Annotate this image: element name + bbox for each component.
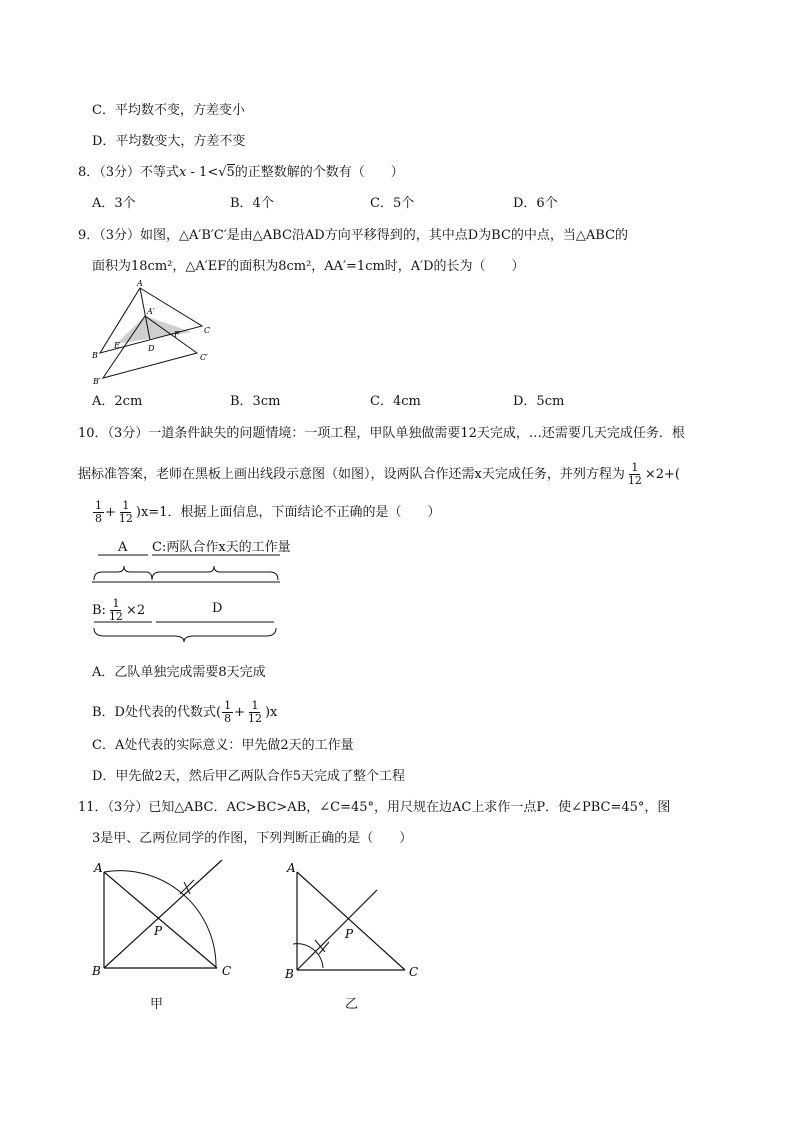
label-b: B [92,964,101,978]
label-b: B [92,351,98,360]
q8-sqrt-sign: √ [218,165,227,180]
q8-option-a: A．3个 [92,196,136,211]
shaded-triangle [116,316,192,344]
q9-option-a: A．2cm [92,394,143,409]
q10-option-a: A．乙队单独完成需要8天完成 [92,665,266,680]
q10-line2 [78,462,680,487]
q11-caption-jia: 甲 [150,997,164,1012]
q9-line1: 9．（3分）如图，△A′B′C′是由△ABC沿AD方向平移得到的，其中点D为BC的中点，当△ABC的 [78,228,629,243]
q10-option-b: B．D处代表的代数式( $\frac{1}{8}$ + $\frac{1}{12}$ )x [92,699,278,725]
q8-variable: x [179,165,187,180]
side-ac [104,872,217,968]
q10-optb-frac-1: $\frac{1}{8}$ [224,699,232,725]
q11-figure-yi [285,860,435,1010]
q8-radicand: 5 [226,165,235,180]
label-b-prime: B′ [93,377,101,386]
diagram-label-a: A [118,540,128,555]
bisector-line [104,860,222,968]
q9-option-b: B．3cm [230,394,281,409]
q8-option-b: B．4个 [230,196,274,211]
q11-line2: 3是甲、乙两位同学的作图，下列判断正确的是（ ） [92,831,413,846]
side-ac [297,872,405,970]
q8-option-c: C．5个 [370,196,415,211]
q10-fraction-1-12: $\frac{1}{12}$ [627,461,642,487]
arc-mark [315,940,329,954]
q10-fraction-1-12b: $\frac{1}{12}$ [118,499,133,525]
q8-suffix: 的正整数解的个数有（ ） [234,165,404,180]
q10-option-c: C．A处代表的实际意义：甲先做2天的工作量 [92,738,354,753]
q10-line2-text: 据标准答案，老师在黑板上画出线段示意图（如图），设两队合作还需x天完成任务，并列方程为 [78,467,625,482]
q8-stem [78,164,404,182]
label-c: C [222,964,232,978]
label-c: C [409,965,419,979]
q10-line1: 10．（3分）一道条件缺失的问题情境：一项工程，甲队单独做需要12天完成，…还需要几天完成任务．根 [78,426,685,441]
q10-line3-tail: )x=1．根据上面信息，下面结论不正确的是（ ） [135,505,441,520]
label-e: E [114,341,120,350]
label-a: A [137,279,143,288]
label-f: F [174,330,180,339]
q10-eq-tail: ×2+( [644,467,680,482]
q8-option-d: D．6个 [513,196,558,211]
q11-figure-jia [92,860,242,1010]
q9-translation-figure [90,280,220,385]
label-c: C [204,326,211,335]
label-p: P [345,927,354,941]
q8-prefix: 8．（3分）不等式 [78,165,180,180]
q11-caption-yi: 乙 [345,997,359,1012]
label-a-prime: A′ [147,307,155,316]
diagram-label-c: C:两队合作x天的工作量 [152,540,291,555]
bottom-brace [94,628,276,642]
label-b: B [285,967,294,981]
label-p: P [154,924,163,938]
label-a: A [287,861,296,875]
q9-line2: 面积为18cm²，△A′EF的面积为8cm²，AA′=1cm时，A′D的长为（ ） [92,259,525,274]
q9-option-c: C．4cm [370,394,421,409]
top-brace-right [152,566,278,580]
label-a: A [94,861,103,875]
bisector-line [297,890,377,970]
label-c-prime: C′ [200,353,208,362]
diagram-label-b: B: $\frac{1}{12}$ ×2 [92,597,146,623]
q10-optb-frac-2: $\frac{1}{12}$ [247,699,262,725]
q10-option-d: D．甲先做2天，然后甲乙两队合作5天完成了整个工程 [92,769,405,784]
top-brace-left [94,566,152,580]
q11-line1: 11．（3分）已知△ABC．AC>BC>AB，∠C=45°，用尺规在边AC上求作一点P．使∠PBC=45°，图 [78,800,671,815]
diagram-b-fraction: $\frac{1}{12}$ [108,597,123,623]
q7-option-d: D．平均数变大，方差不变 [92,134,246,149]
diagram-label-d: D [212,601,223,616]
label-d: D [148,344,155,353]
q8-mid: - 1< [186,165,219,180]
q10-fraction-1-8: $\frac{1}{8}$ [95,499,102,525]
q10-line3: $\frac{1}{8}$ + $\frac{1}{12}$ )x=1．根据上面信息，下面结论不正确的是（ ） [95,499,441,525]
q9-option-d: D．5cm [513,394,565,409]
q7-option-c: C．平均数不变，方差变小 [92,103,245,118]
